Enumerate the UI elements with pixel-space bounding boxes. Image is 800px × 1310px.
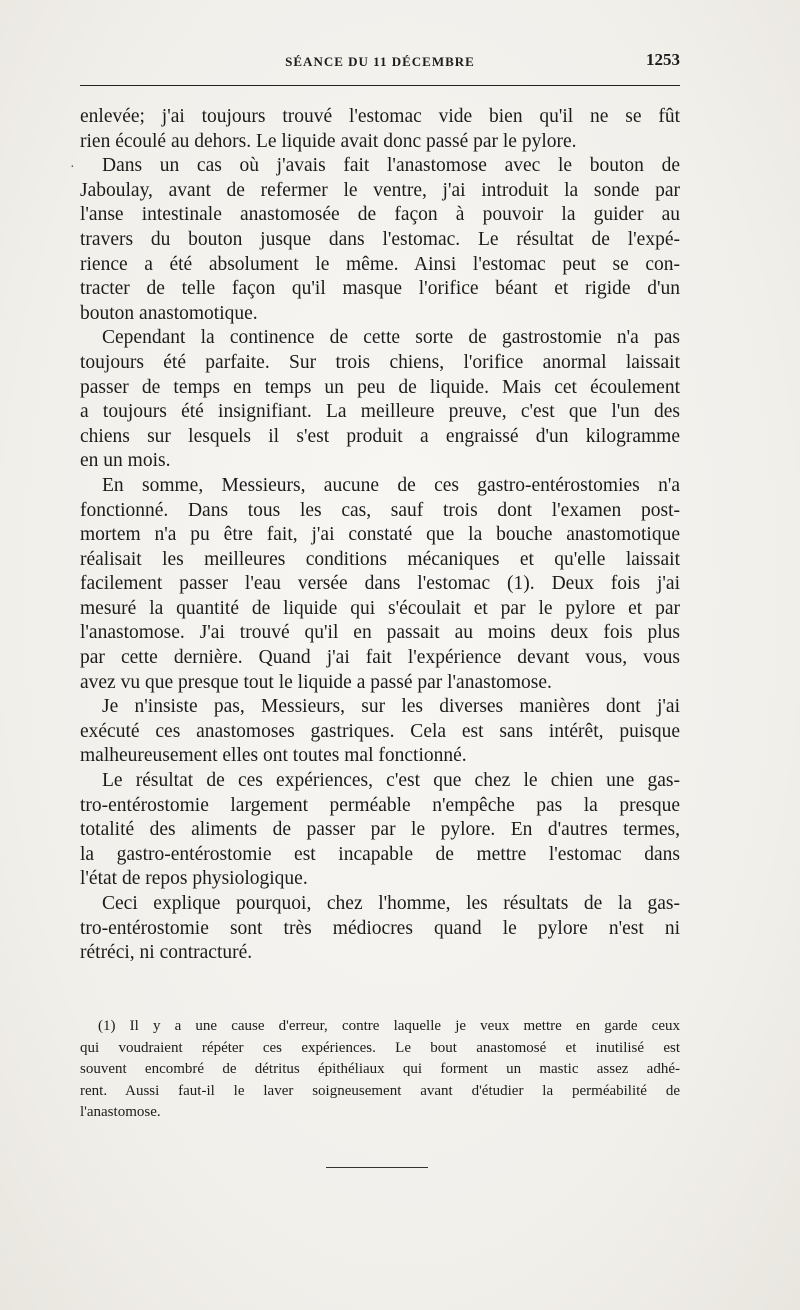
text-line: toujours été parfaite. Sur trois chiens, l'orifice anormal laissait bbox=[80, 351, 680, 373]
running-head: SÉANCE DU 11 DÉCEMBRE bbox=[285, 54, 475, 69]
footnotes bbox=[80, 1016, 680, 1124]
text-line: facilement passer l'eau versée dans l'estomac (1). Deux fois j'ai bbox=[80, 573, 680, 595]
text-line: Dans un cas où j'avais fait l'anastomose avec le bouton de bbox=[102, 155, 680, 177]
text-line: fonctionné. Dans tous les cas, sauf trois dont l'examen post- bbox=[80, 499, 680, 521]
text-line: rien écoulé au dehors. Le liquide avait donc passé par le pylore. bbox=[80, 130, 577, 152]
text-line: Jaboulay, avant de refermer le ventre, j'ai introduit la sonde par bbox=[80, 179, 680, 201]
text-line: la gastro-entérostomie est incapable de mettre l'estomac dans bbox=[80, 843, 680, 865]
text-line: malheureusement elles ont toutes mal fonctionné. bbox=[80, 745, 467, 767]
margin-speck: · bbox=[70, 160, 75, 175]
text-line: bouton anastomotique. bbox=[80, 302, 258, 324]
text-line: réalisait les meilleures conditions mécaniques et qu'elle laissait bbox=[80, 548, 680, 570]
text-line: avez vu que presque tout le liquide a passé par l'anastomose. bbox=[80, 671, 552, 693]
text-line: Le résultat de ces expériences, c'est que chez le chien une gas- bbox=[102, 770, 680, 792]
text-line: mesuré la quantité de liquide qui s'écoulait et par le pylore et par bbox=[80, 597, 680, 619]
text-line: a toujours été insignifiant. La meilleure preuve, c'est que l'un des bbox=[80, 401, 680, 423]
text-line: en un mois. bbox=[80, 450, 171, 472]
end-rule bbox=[326, 1167, 428, 1168]
text-line: Ceci explique pourquoi, chez l'homme, les résultats de la gas- bbox=[102, 893, 680, 914]
header-rule bbox=[80, 85, 680, 86]
text-line: Cependant la continence de cette sorte de gastrostomie n'a pas bbox=[102, 327, 680, 349]
footnote-line: souvent encombré de détritus épithéliaux qui forment un mastic assez adhé- bbox=[80, 1061, 680, 1077]
text-line: l'état de repos physiologique. bbox=[80, 868, 308, 890]
text-line: l'anse intestinale anastomosée de façon à pouvoir la guider au bbox=[80, 204, 680, 226]
text-line: travers du bouton jusque dans l'estomac. Le résultat de l'expé- bbox=[80, 228, 680, 250]
text-line: exécuté ces anastomoses gastriques. Cela est sans intérêt, puisque bbox=[80, 720, 680, 742]
text-line: enlevée; j'ai toujours trouvé l'estomac vide bien qu'il ne se fût bbox=[80, 106, 680, 127]
text-line: rétréci, ni contracturé. bbox=[80, 942, 253, 964]
text-line: rience a été absolument le même. Ainsi l'estomac peut se con- bbox=[80, 253, 680, 275]
body-text bbox=[80, 105, 680, 966]
text-line: passer de temps en temps un peu de liquide. Mais cet écoulement bbox=[80, 376, 680, 398]
text-line: chiens sur lesquels il s'est produit a engraissé d'un kilogramme bbox=[80, 425, 680, 447]
footnote-line: l'anastomose. bbox=[80, 1104, 161, 1120]
page-header bbox=[80, 50, 680, 78]
text-line: tracter de telle façon qu'il masque l'orifice béant et rigide d'un bbox=[80, 278, 680, 300]
footnote-line: qui voudraient répéter ces expériences. Le bout anastomosé et inutilisé est bbox=[80, 1039, 680, 1056]
text-line: tro-entérostomie sont très médiocres quand le pylore n'est ni bbox=[80, 917, 680, 939]
text-line: tro-entérostomie largement perméable n'empêche pas la presque bbox=[80, 794, 680, 816]
text-line: Je n'insiste pas, Messieurs, sur les diverses manières dont j'ai bbox=[102, 696, 680, 718]
footnote-line: rent. Aussi faut-il le laver soigneusement avant d'étudier la perméabilité de bbox=[80, 1082, 680, 1099]
text-line: par cette dernière. Quand j'ai fait l'expérience devant vous, vous bbox=[80, 647, 680, 669]
text-line: mortem n'a pu être fait, j'ai constaté que la bouche anastomotique bbox=[80, 524, 680, 546]
page-number: 1253 bbox=[646, 50, 680, 69]
text-line: totalité des aliments de passer par le pylore. En d'autres termes, bbox=[80, 819, 680, 841]
footnote-line: (1) Il y a une cause d'erreur, contre laquelle je veux mettre en garde ceux bbox=[98, 1018, 680, 1034]
text-line: l'anastomose. J'ai trouvé qu'il en passait au moins deux fois plus bbox=[80, 622, 680, 644]
text-line: En somme, Messieurs, aucune de ces gastro-entérostomies n'a bbox=[102, 474, 680, 496]
